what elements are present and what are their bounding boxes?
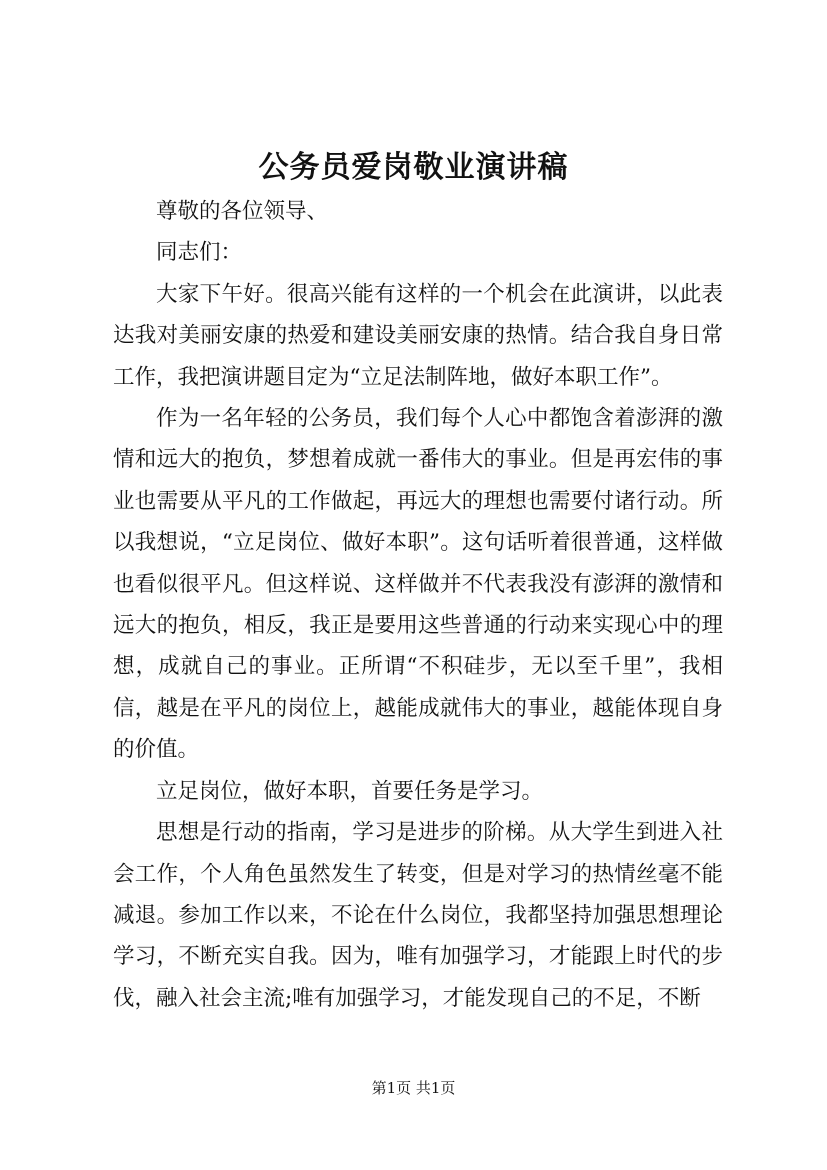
document-body	[113, 191, 723, 1019]
salutation-line-1: 尊敬的各位领导、	[156, 199, 329, 224]
salutation-line-2: 同志们：	[156, 240, 243, 266]
paragraph-3: 立足岗位，做好本职，首要任务是学习。	[156, 778, 544, 804]
document-title: 公务员爱岗敬业演讲稿	[258, 150, 569, 185]
paragraph-4: 思想是行动的指南，学习是进步的阶梯。从大学生到进入社会工作，个人角色虽然发生了转变，但是对学习的热情丝毫不能减退。参加工作以来，不论在什么岗位，我都坚持加强思想理论学习，不断充实自我。因为，唯有加强学习，才能跟上时代的步伐，融入社会主流;唯有加强学习，才能发现自己的不足，不断	[113, 820, 723, 1011]
page-number-label: 第1页 共1页	[371, 1079, 456, 1097]
paragraph-2: 作为一名年轻的公务员，我们每个人心中都饱含着澎湃的激情和远大的抱负，梦想着成就一番伟大的事业。但是再宏伟的事业也需要从平凡的工作做起，再远大的理想也需要付诸行动。所以我想说，“立足岗位、做好本职”。这句话听着很普通，这样做也看似很平凡。但这样说、这样做并不代表我没有澎湃的激情和远大的抱负，相反，我正是要用这些普通的行动来实现心中的理想，成就自己的事业。正所谓“不积硅步，无以至千里”，我相信，越是在平凡的岗位上，越能成就伟大的事业，越能体现自身的价值。	[113, 406, 723, 763]
page-footer	[0, 1078, 827, 1098]
paragraph-1: 大家下午好。很高兴能有这样的一个机会在此演讲，以此表达我对美丽安康的热爱和建设美丽安康的热情。结合我自身日常工作，我把演讲题目定为“立足法制阵地，做好本职工作”。	[113, 281, 723, 390]
